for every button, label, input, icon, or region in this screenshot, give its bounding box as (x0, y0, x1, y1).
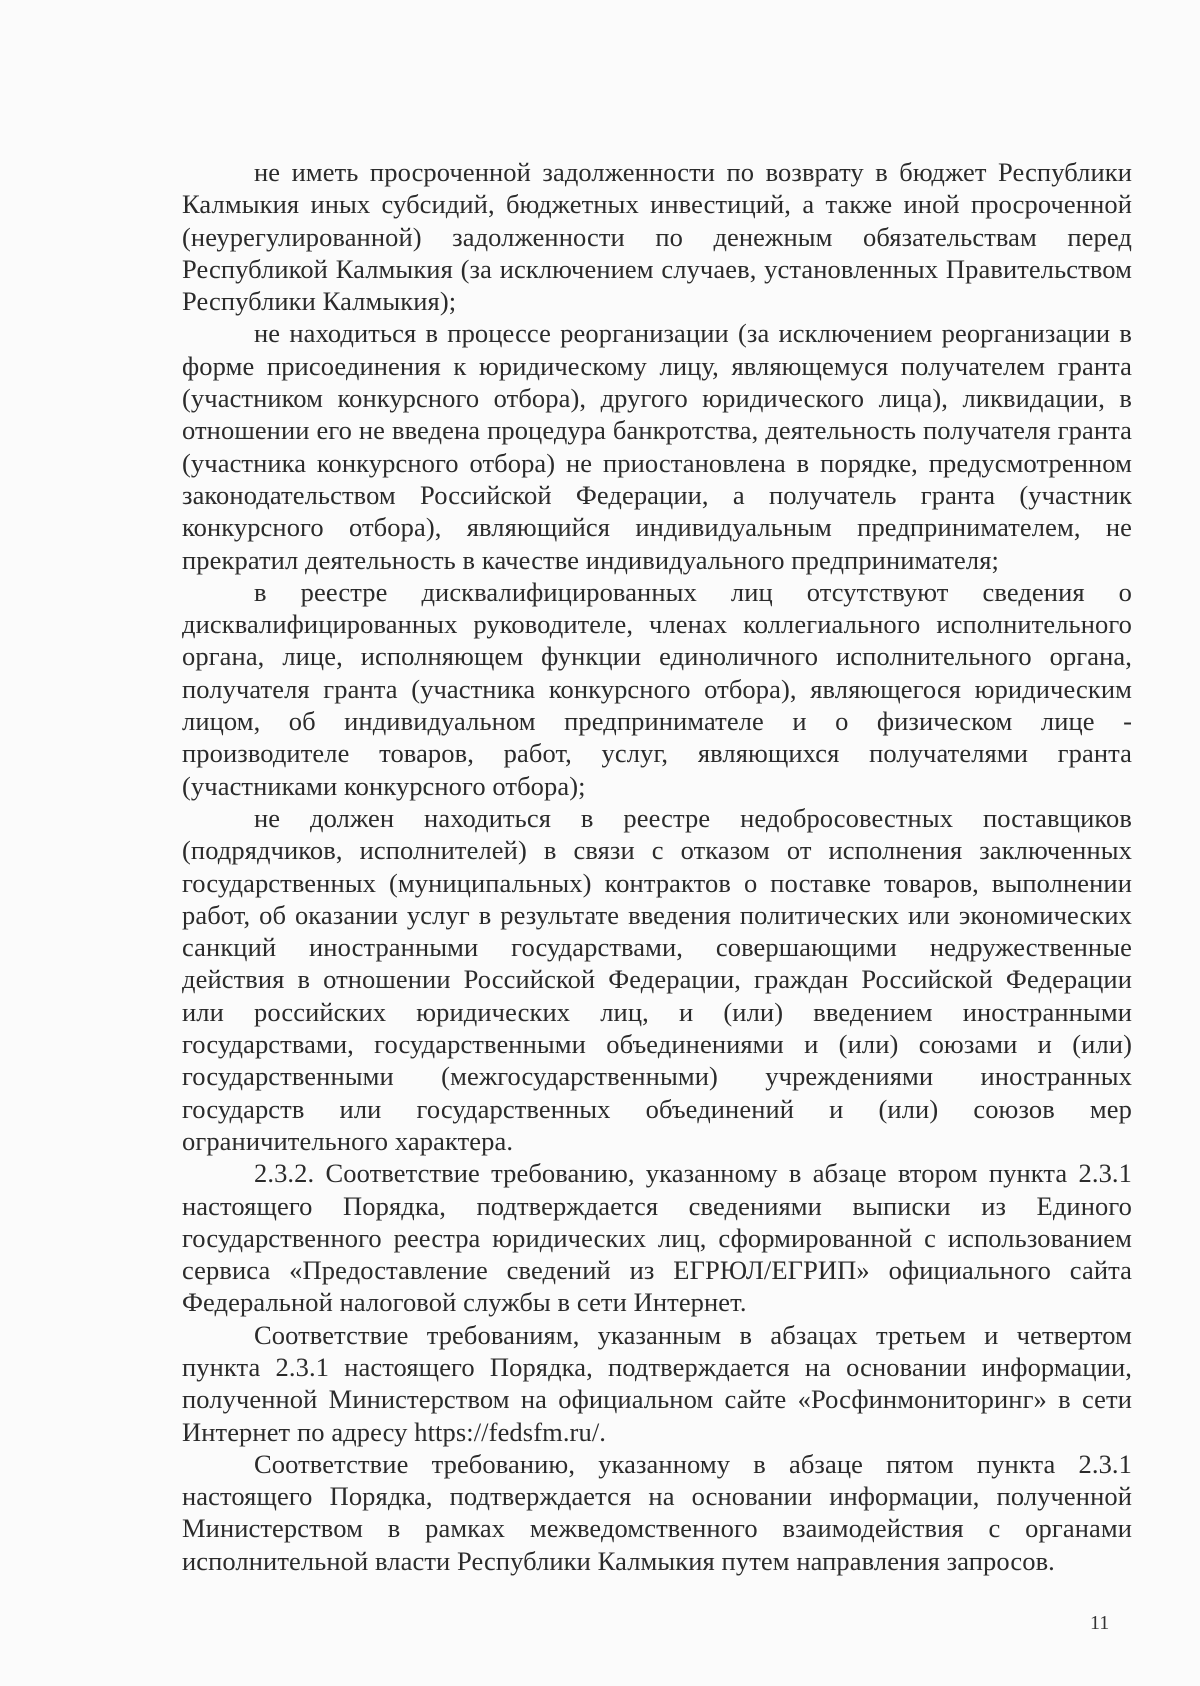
paragraph-rosfinmonitoring: Соответствие требованиям, указанным в абзацах третьем и четвертом пункта 2.3.1 настоящего Порядка, подтверждается на основании информации, полученной Министерством на официальном сайте «Росфинмониторинг» в сети Интернет по адресу https://fedsfm.ru/. (182, 1319, 1132, 1447)
paragraph-interagency: Соответствие требованию, указанному в абзаце пятом пункта 2.3.1 настоящего Порядка, подтверждается на основании информации, полученной Министерством в рамках межведомственного взаимодействия с органами исполнительной власти Республики Калмыкия путем направления запросов. (182, 1448, 1132, 1576)
paragraph-disqualified-registry: в реестре дисквалифицированных лиц отсутствуют сведения о дисквалифицированных руководителе, членах коллегиального исполнительного органа, лице, исполняющем функции единоличного исполнительного органа, получателя гранта (участника конкурсного отбора), являющегося юридическим лицом, об индивидуальном предпринимателе и о физическом лице - производителе товаров, работ, услуг, являющихся получателями гранта (участниками конкурсного отбора); (182, 576, 1132, 801)
paragraph-unfair-suppliers: не должен находиться в реестре недобросовестных поставщиков (подрядчиков, исполнителей) в связи с отказом от исполнения заключенных государственных (муниципальных) контрактов о поставке товаров, выполнении работ, об оказании услуг в результате введения политических или экономических санкций иностранными государствами, совершающими недружественные действия в отношении Российской Федерации, граждан Российской Федерации или российских юридических лиц, и (или) введением иностранными государствами, государственными объединениями и (или) союзами и (или) государственными (межгосударственными) учреждениями иностранных государств или государственных объединений и (или) союзов мер ограничительного характера. (182, 802, 1132, 1156)
document-body (182, 156, 1132, 1577)
paragraph-reorganization: не находиться в процессе реорганизации (за исключением реорганизации в форме присоединения к юридическому лицу, являющемуся получателем гранта (участником конкурсного отбора), другого юридического лица), ликвидации, в отношении его не введена процедура банкротства, деятельность получателя гранта (участника конкурсного отбора) не приостановлена в порядке, предусмотренном законодательством Российской Федерации, а получатель гранта (участник конкурсного отбора), являющийся индивидуальным предпринимателем, не прекратил деятельность в качестве индивидуального предпринимателя; (182, 318, 1132, 575)
paragraph-2-3-2: 2.3.2. Соответствие требованию, указанному в абзаце втором пункта 2.3.1 настоящего Порядка, подтверждается сведениями выписки из Единого государственного реестра юридических лиц, сформированной с использованием сервиса «Предоставление сведений из ЕГРЮЛ/ЕГРИП» официального сайта Федеральной налоговой службы в сети Интернет. (182, 1158, 1132, 1318)
paragraph-budget-debt: не иметь просроченной задолженности по возврату в бюджет Республики Калмыкия иных субсидий, бюджетных инвестиций, а также иной просроченной (неурегулированной) задолженности по денежным обязательствам перед Республикой Калмыкия (за исключением случаев, установленных Правительством Республики Калмыкия); (182, 157, 1132, 317)
page-number: 11 (1090, 1612, 1110, 1634)
